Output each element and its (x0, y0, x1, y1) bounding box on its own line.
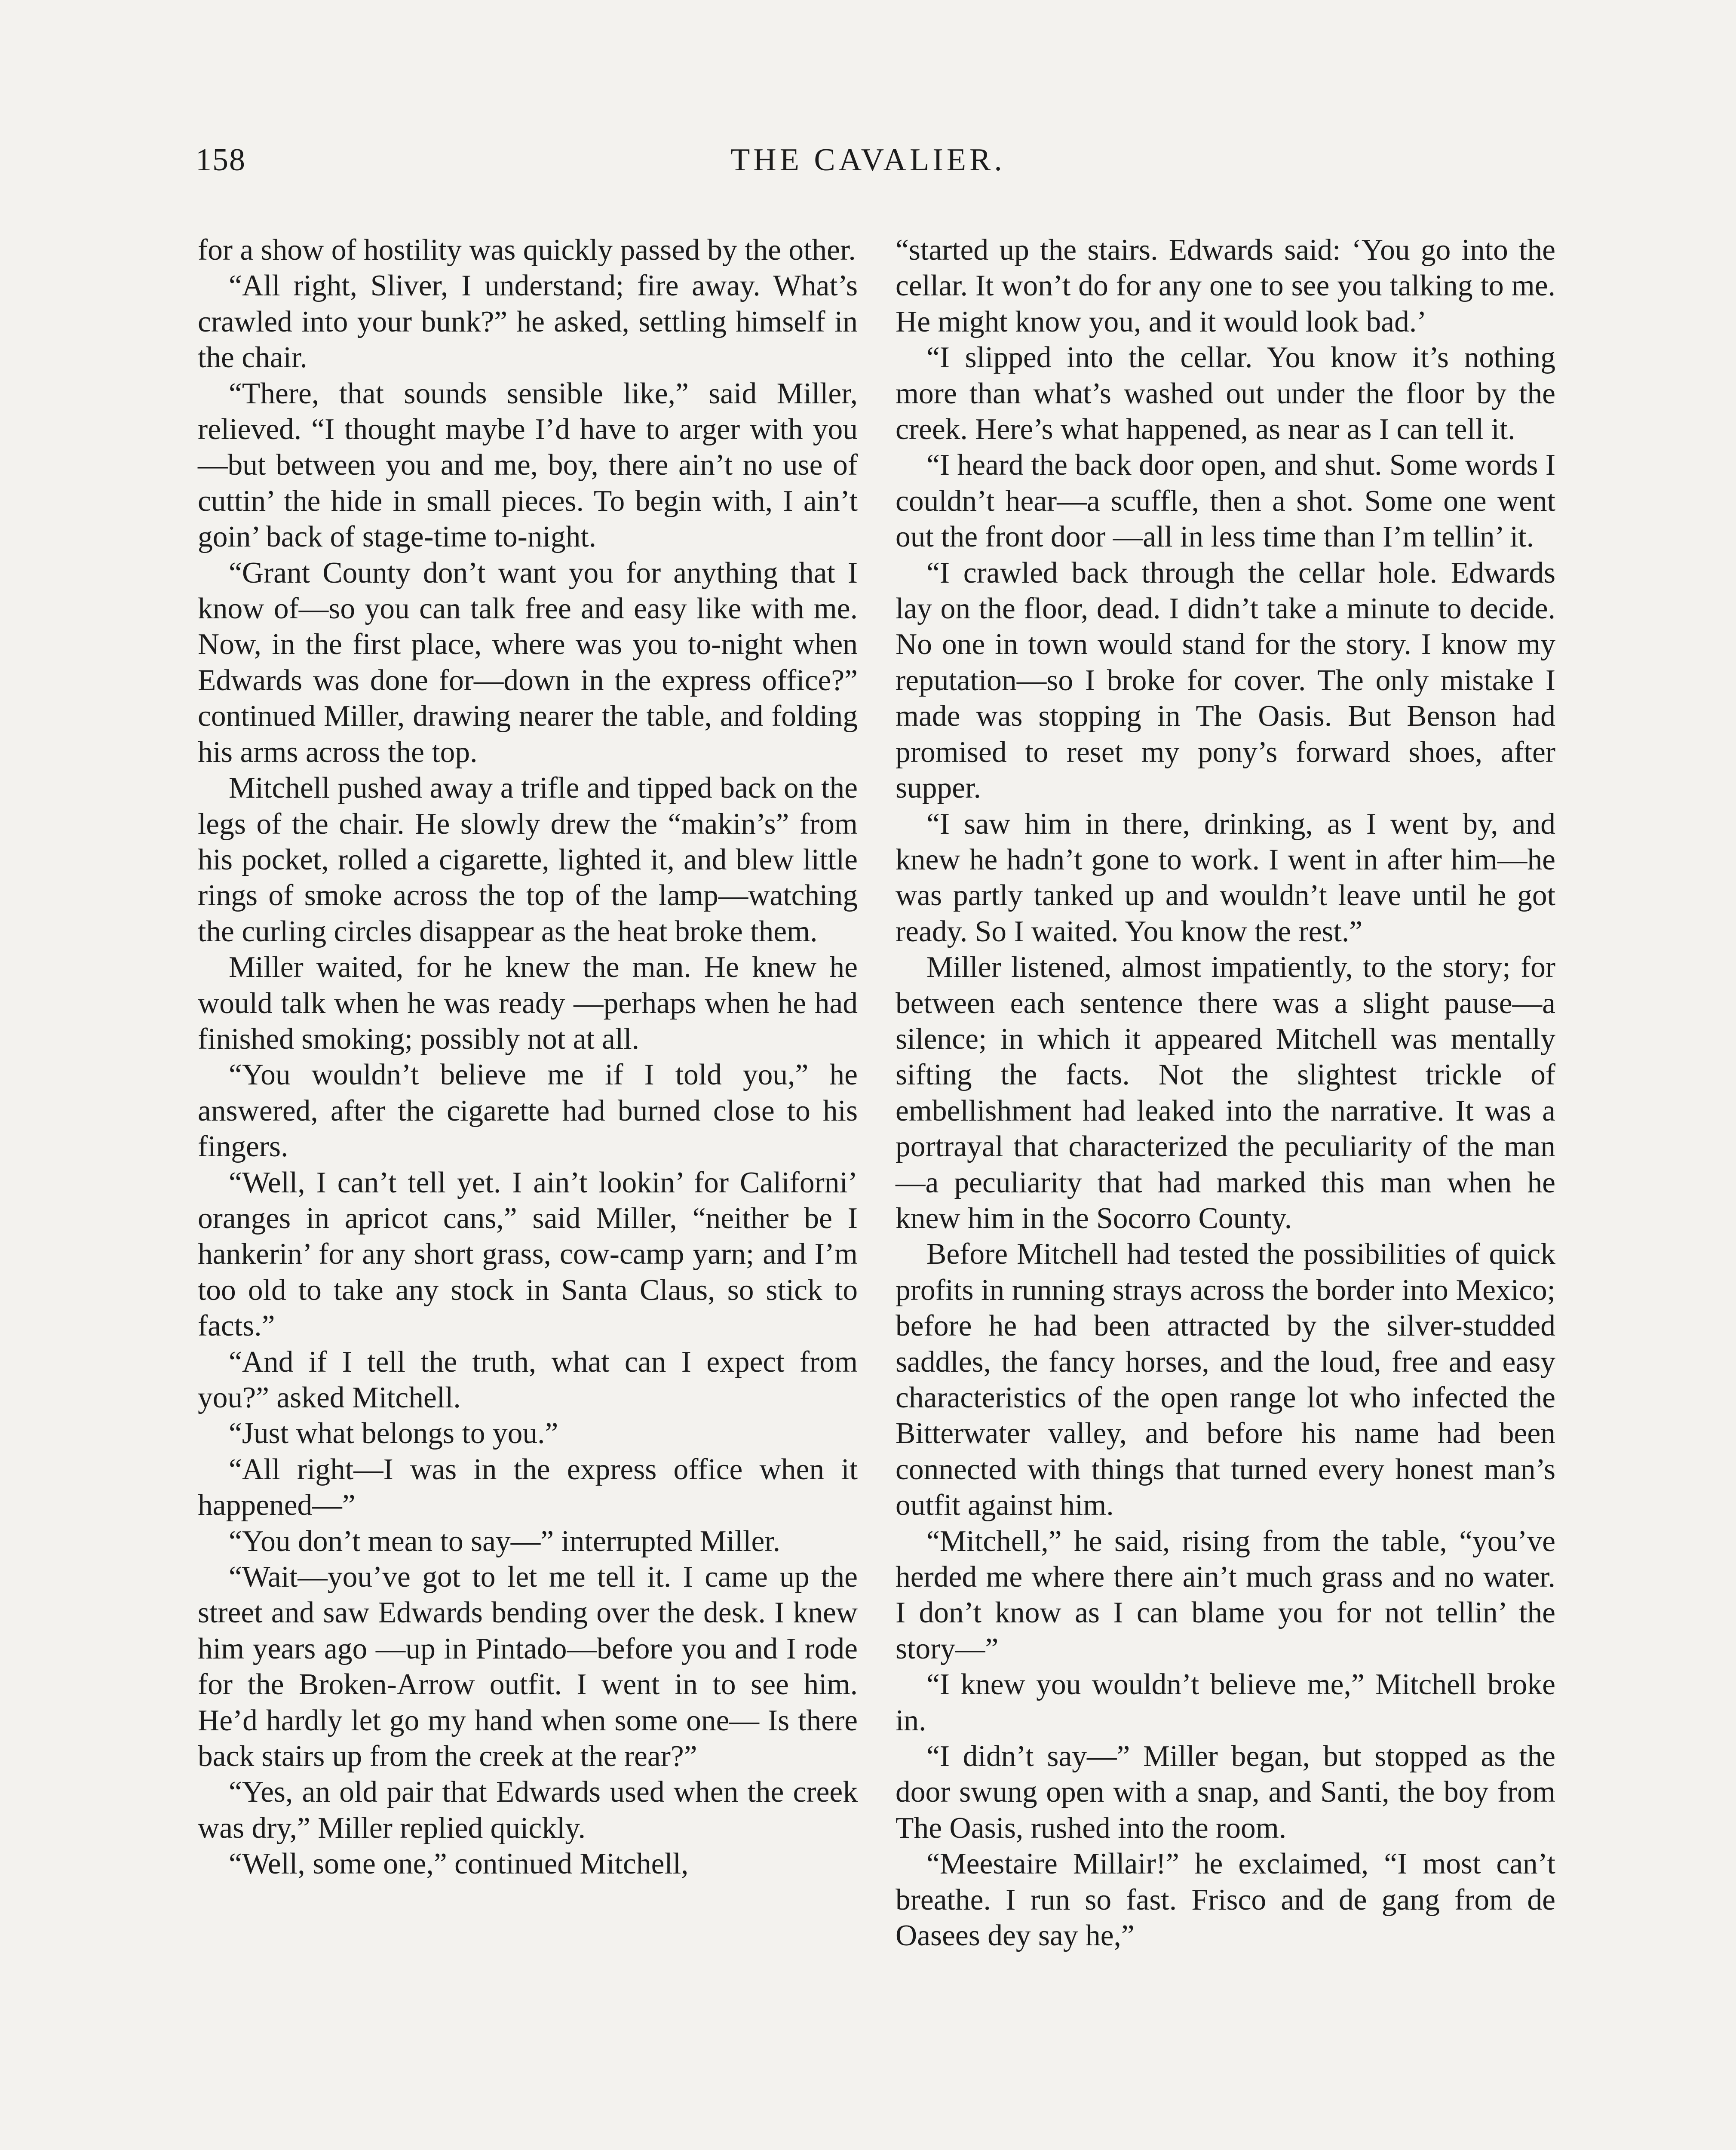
paragraph: “And if I tell the truth, what can I expect from you?” asked Mitchell. (198, 1345, 858, 1414)
page-number: 158 (196, 142, 246, 178)
paragraph: “Well, some one,” continued Mitchell, (229, 1847, 689, 1881)
paragraph: “Yes, an old pair that Edwards used when the creek was dry,” Miller replied quickly. (198, 1775, 858, 1845)
left-text-column (198, 232, 858, 1882)
paragraph: “I didn’t say—” Miller began, but stopped as the door swung open with a snap, and Santi, the boy from The Oasis, rushed into the room. (896, 1740, 1555, 1845)
paragraph: Miller listened, almost impatiently, to the story; for between each sentence there was a slight pause—a silence; in which it appeared Mitchell was mentally sifting the facts. Not the slightest trickle of embellishment had leaked into the narrative. It was a portrayal that characterized the peculiarity of the man—a peculiarity that had marked this man when he knew him in the Socorro County. (896, 951, 1555, 1235)
paragraph: “Just what belongs to you.” (229, 1417, 558, 1450)
paragraph: “I heard the back door open, and shut. Some words I couldn’t hear—a scuffle, then a shot. Some one went out the front door —all in less time than I’m tellin’ it. (896, 448, 1555, 554)
paragraph: for a show of hostility was quickly passed by the other. (198, 233, 856, 267)
paragraph: “started up the stairs. Edwards said: ‘You go into the cellar. It won’t do for any one to see you talking to me. He might know you, and it would look bad.’ (896, 233, 1555, 338)
paragraph: Mitchell pushed away a trifle and tipped back on the legs of the chair. He slowly drew the “makin’s” from his pocket, rolled a cigarette, lighted it, and blew little rings of smoke across the top of the lamp—watching the curling circles disappear as the heat broke them. (198, 771, 858, 948)
paragraph: “Meestaire Millair!” he exclaimed, “I most can’t breathe. I run so fast. Frisco and de gang from de Oasees dey say he,” (896, 1847, 1555, 1953)
paragraph: “Mitchell,” he said, rising from the table, “you’ve herded me where there ain’t much grass and no water. I don’t know as I can blame you for not tellin’ the story—” (896, 1524, 1555, 1665)
page-header (0, 142, 1736, 189)
paragraph: “There, that sounds sensible like,” said Miller, relieved. “I thought maybe I’d have to arger with you—but between you and me, boy, there ain’t no use of cuttin’ the hide in small pieces. To begin with, I ain’t goin’ back of stage-time to-night. (198, 377, 858, 554)
running-head: THE CAVALIER. (730, 142, 1006, 178)
paragraph: “You don’t mean to say—” interrupted Miller. (229, 1524, 781, 1558)
paragraph: “You wouldn’t believe me if I told you,” he answered, after the cigarette had burned close to his fingers. (198, 1058, 858, 1164)
paragraph: “I crawled back through the cellar hole. Edwards lay on the floor, dead. I didn’t take a minute to decide. No one in town would stand for the story. I know my reputation—so I broke for cover. The only mistake I made was stopping in The Oasis. But Benson had promised to reset my pony’s forward shoes, after supper. (896, 556, 1555, 805)
paragraph: “I knew you wouldn’t believe me,” Mitchell broke in. (896, 1668, 1555, 1737)
paragraph: “All right, Sliver, I understand; fire away. What’s crawled into your bunk?” he asked, settling himself in the chair. (198, 269, 858, 375)
paragraph: “All right—I was in the express office when it happened—” (198, 1453, 858, 1522)
paragraph: “Well, I can’t tell yet. I ain’t lookin’ for Californi’ oranges in apricot cans,” said Miller, “neither be I hankerin’ for any short grass, cow-camp yarn; and I’m too old to take any stock in Santa Claus, so stick to facts.” (198, 1166, 858, 1343)
right-text-column (896, 232, 1555, 1954)
paragraph: “Grant County don’t want you for anything that I know of—so you can talk free and easy like with me. Now, in the first place, where was you to-night when Edwards was done for—down in the express office?” continued Miller, drawing nearer the table, and folding his arms across the top. (198, 556, 858, 769)
paragraph: “Wait—you’ve got to let me tell it. I came up the street and saw Edwards bending over the desk. I knew him years ago —up in Pintado—before you and I rode for the Broken-Arrow outfit. I went in to see him. He’d hardly let go my hand when some one— Is there back stairs up from the creek at the rear?” (198, 1560, 858, 1773)
paragraph: “I saw him in there, drinking, as I went by, and knew he hadn’t gone to work. I went in after him—he was partly tanked up and wouldn’t leave until he got ready. So I waited. You know the rest.” (896, 807, 1555, 948)
paragraph: Before Mitchell had tested the possibilities of quick profits in running strays across the border into Mexico; before he had been attracted by the silver-studded saddles, the fancy horses, and the loud, free and easy characteristics of the open range lot who infected the Bitterwater valley, and before his name had been connected with things that turned every honest man’s outfit against him. (896, 1238, 1555, 1522)
paragraph: Miller waited, for he knew the man. He knew he would talk when he was ready —perhaps when he had finished smoking; possibly not at all. (198, 951, 858, 1056)
paragraph: “I slipped into the cellar. You know it’s nothing more than what’s washed out under the floor by the creek. Here’s what happened, as near as I can tell it. (896, 341, 1555, 446)
